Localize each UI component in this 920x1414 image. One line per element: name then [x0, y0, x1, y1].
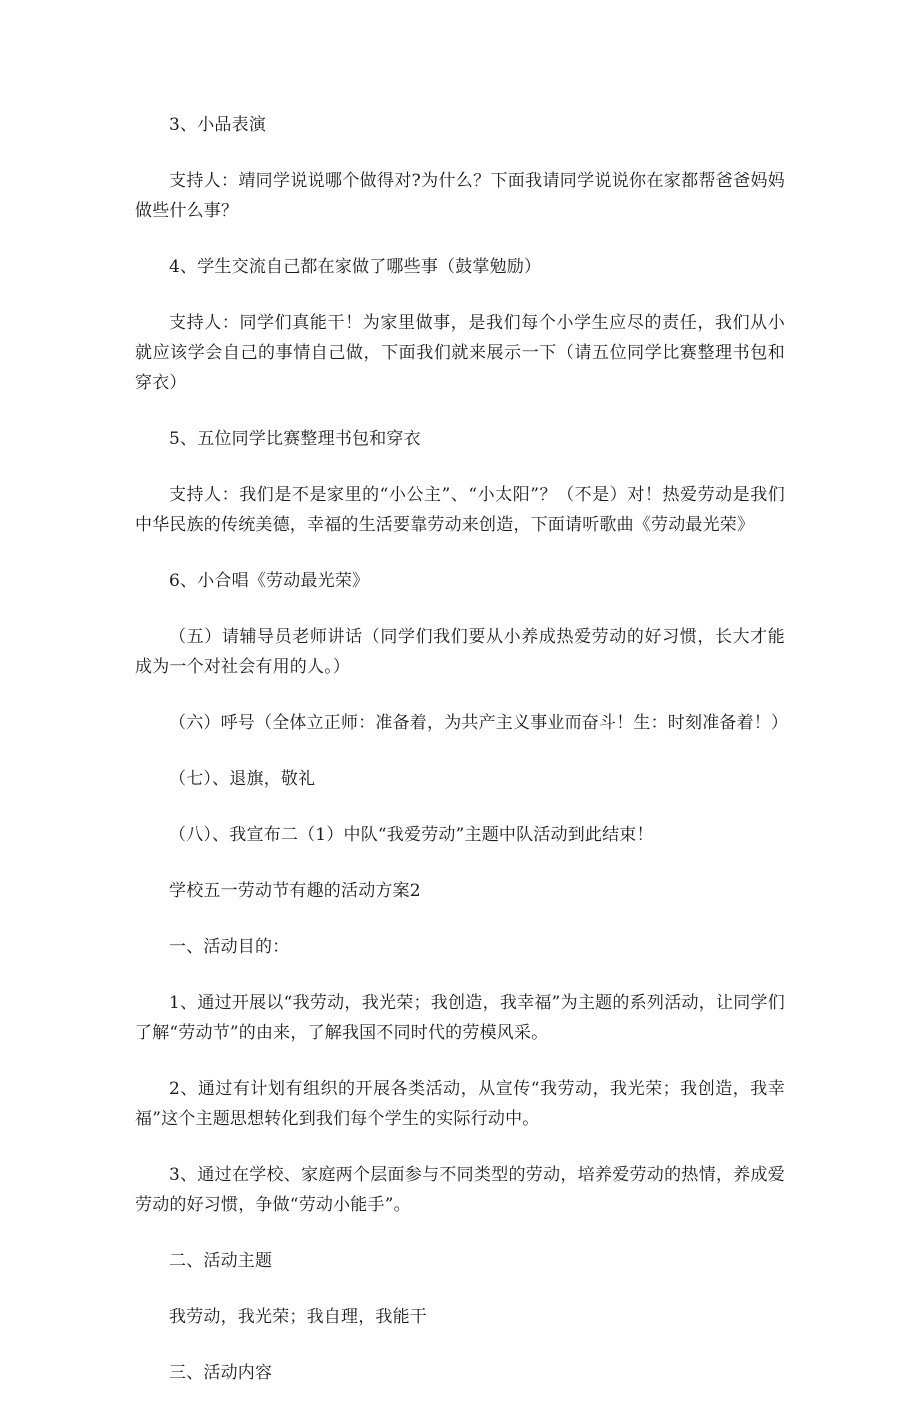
- paragraph: （七）、退旗，敬礼: [169, 769, 316, 789]
- section-heading: 一、活动目的：: [169, 937, 290, 957]
- paragraph: 4、学生交流自己都在家做了哪些事（鼓掌勉励）: [169, 257, 542, 277]
- paragraph: 2、通过有计划有组织的开展各类活动，从宣传“我劳动，我光荣；我创造，我幸福”这个主题思想转化到我们每个学生的实际行动中。: [135, 1079, 785, 1129]
- section-title: 学校五一劳动节有趣的活动方案2: [169, 881, 421, 901]
- paragraph: （六）呼号（全体立正师：准备着，为共产主义事业而奋斗！生：时刻准备着！）: [169, 713, 789, 733]
- paragraph: 5、五位同学比赛整理书包和穿衣: [169, 429, 421, 449]
- paragraph: 6、小合唱《劳动最光荣》: [169, 571, 370, 591]
- paragraph: 1、通过开展以“我劳动，我光荣；我创造，我幸福”为主题的系列活动，让同学们了解“劳动节”的由来，了解我国不同时代的劳模风采。: [135, 993, 785, 1043]
- paragraph: （五）请辅导员老师讲话（同学们我们要从小养成热爱劳动的好习惯，长大才能成为一个对社会有用的人。）: [135, 627, 785, 677]
- paragraph: 3、通过在学校、家庭两个层面参与不同类型的劳动，培养爱劳动的热情，养成爱劳动的好习惯，争做“劳动小能手”。: [135, 1165, 785, 1215]
- paragraph: 支持人：我们是不是家里的“小公主”、“小太阳”？（不是）对！热爱劳动是我们中华民族的传统美德，幸福的生活要靠劳动来创造，下面请听歌曲《劳动最光荣》: [135, 485, 785, 535]
- paragraph: 我劳动，我光荣；我自理，我能干: [169, 1307, 427, 1327]
- paragraph: 支持人：靖同学说说哪个做得对?为什么？下面我请同学说说你在家都帮爸爸妈妈做些什么事？: [135, 171, 785, 221]
- section-heading: 三、活动内容: [169, 1363, 273, 1383]
- document-body: [135, 110, 789, 1414]
- section-heading: 二、活动主题: [169, 1251, 273, 1271]
- paragraph: 3、小品表演: [169, 115, 267, 135]
- paragraph: （八）、我宣布二（1）中队“我爱劳动”主题中队活动到此结束！: [169, 825, 654, 845]
- paragraph: 支持人：同学们真能干！为家里做事，是我们每个小学生应尽的责任，我们从小就应该学会自己的事情自己做，下面我们就来展示一下（请五位同学比赛整理书包和穿衣）: [135, 313, 785, 393]
